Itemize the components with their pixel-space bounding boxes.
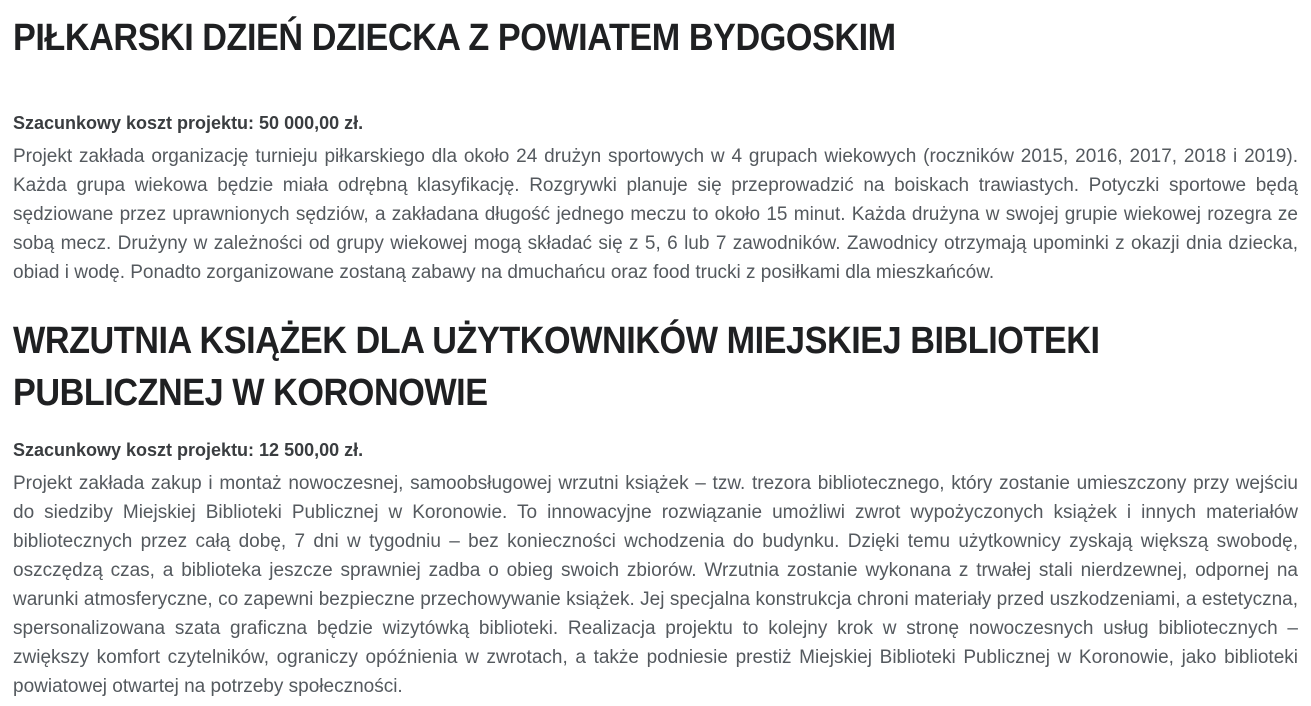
- project-title-pilkarski-dzien-dziecka: PIŁKARSKI DZIEŃ DZIECKA Z POWIATEM BYDGOSKIM: [13, 17, 896, 59]
- project-description: Projekt zakłada zakup i montaż nowoczesnej, samoobsługowej wrzutni książek – tzw. trezora bibliotecznego, który zostanie umieszczony przy wejściu do siedziby Miejskiej Biblioteki Publicznej w Koronowie. To innowacyjne rozwiązanie umożliwi zwrot wypożyczonych książek i innych materiałów bibliotecznych przez całą dobę, 7 dni w tygodniu – bez konieczności wchodzenia do budynku. Dzięki temu użytkownicy zyskają większą swobodę, oszczędzą czas, a biblioteka jeszcze sprawniej zadba o obieg swoich zbiorów. Wrzutnia zostanie wykonana z trwałej stali nierdzewnej, odpornej na warunki atmosferyczne, co zapewni bezpieczne przechowywanie książek. Jej specjalna konstrukcja chroni materiały przed uszkodzeniami, a estetyczna, spersonalizowana szata graficzna będzie wizytówką biblioteki. Realizacja projektu to kolejny krok w stronę nowoczesnych usług bibliotecznych – zwiększy komfort czytelników, ograniczy opóźnienia w zwrotach, a także podniesie prestiż Miejskiej Biblioteki Publicznej w Koronowie, jako biblioteki powiatowej otwartej na potrzeby społeczności.: [13, 473, 1298, 698]
- project-description: Projekt zakłada organizację turnieju piłkarskiego dla około 24 drużyn sportowych w 4 grupach wiekowych (roczników 2015, 2016, 2017, 2018 i 2019). Każda grupa wiekowa będzie miała odrębną klasyfikację. Rozgrywki planuje się przeprowadzić na boiskach trawiastych. Potyczki sportowe będą sędziowane przez uprawnionych sędziów, a zakładana długość jednego meczu to około 15 minut. Każda drużyna w swojej grupie wiekowej rozegra ze sobą mecz. Drużyny w zależności od grupy wiekowej mogą składać się z 5, 6 lub 7 zawodników. Zawodnicy otrzymają upominki z okazji dnia dziecka, obiad i wodę. Ponadto zorganizowane zostaną zabawy na dmuchańcu oraz food trucki z posiłkami dla mieszkańców.: [13, 146, 1298, 284]
- project-cost-label: Szacunkowy koszt projektu: 50 000,00 zł.: [13, 113, 364, 134]
- project-cost-label: Szacunkowy koszt projektu: 12 500,00 zł.: [13, 440, 364, 461]
- project-title-wrzutnia-ksiazek: WRZUTNIA KSIĄŻEK DLA UŻYTKOWNIKÓW MIEJSKIEJ BIBLIOTEKI PUBLICZNEJ W KORONOWIE: [13, 320, 1100, 415]
- content-area: [0, 12, 1311, 706]
